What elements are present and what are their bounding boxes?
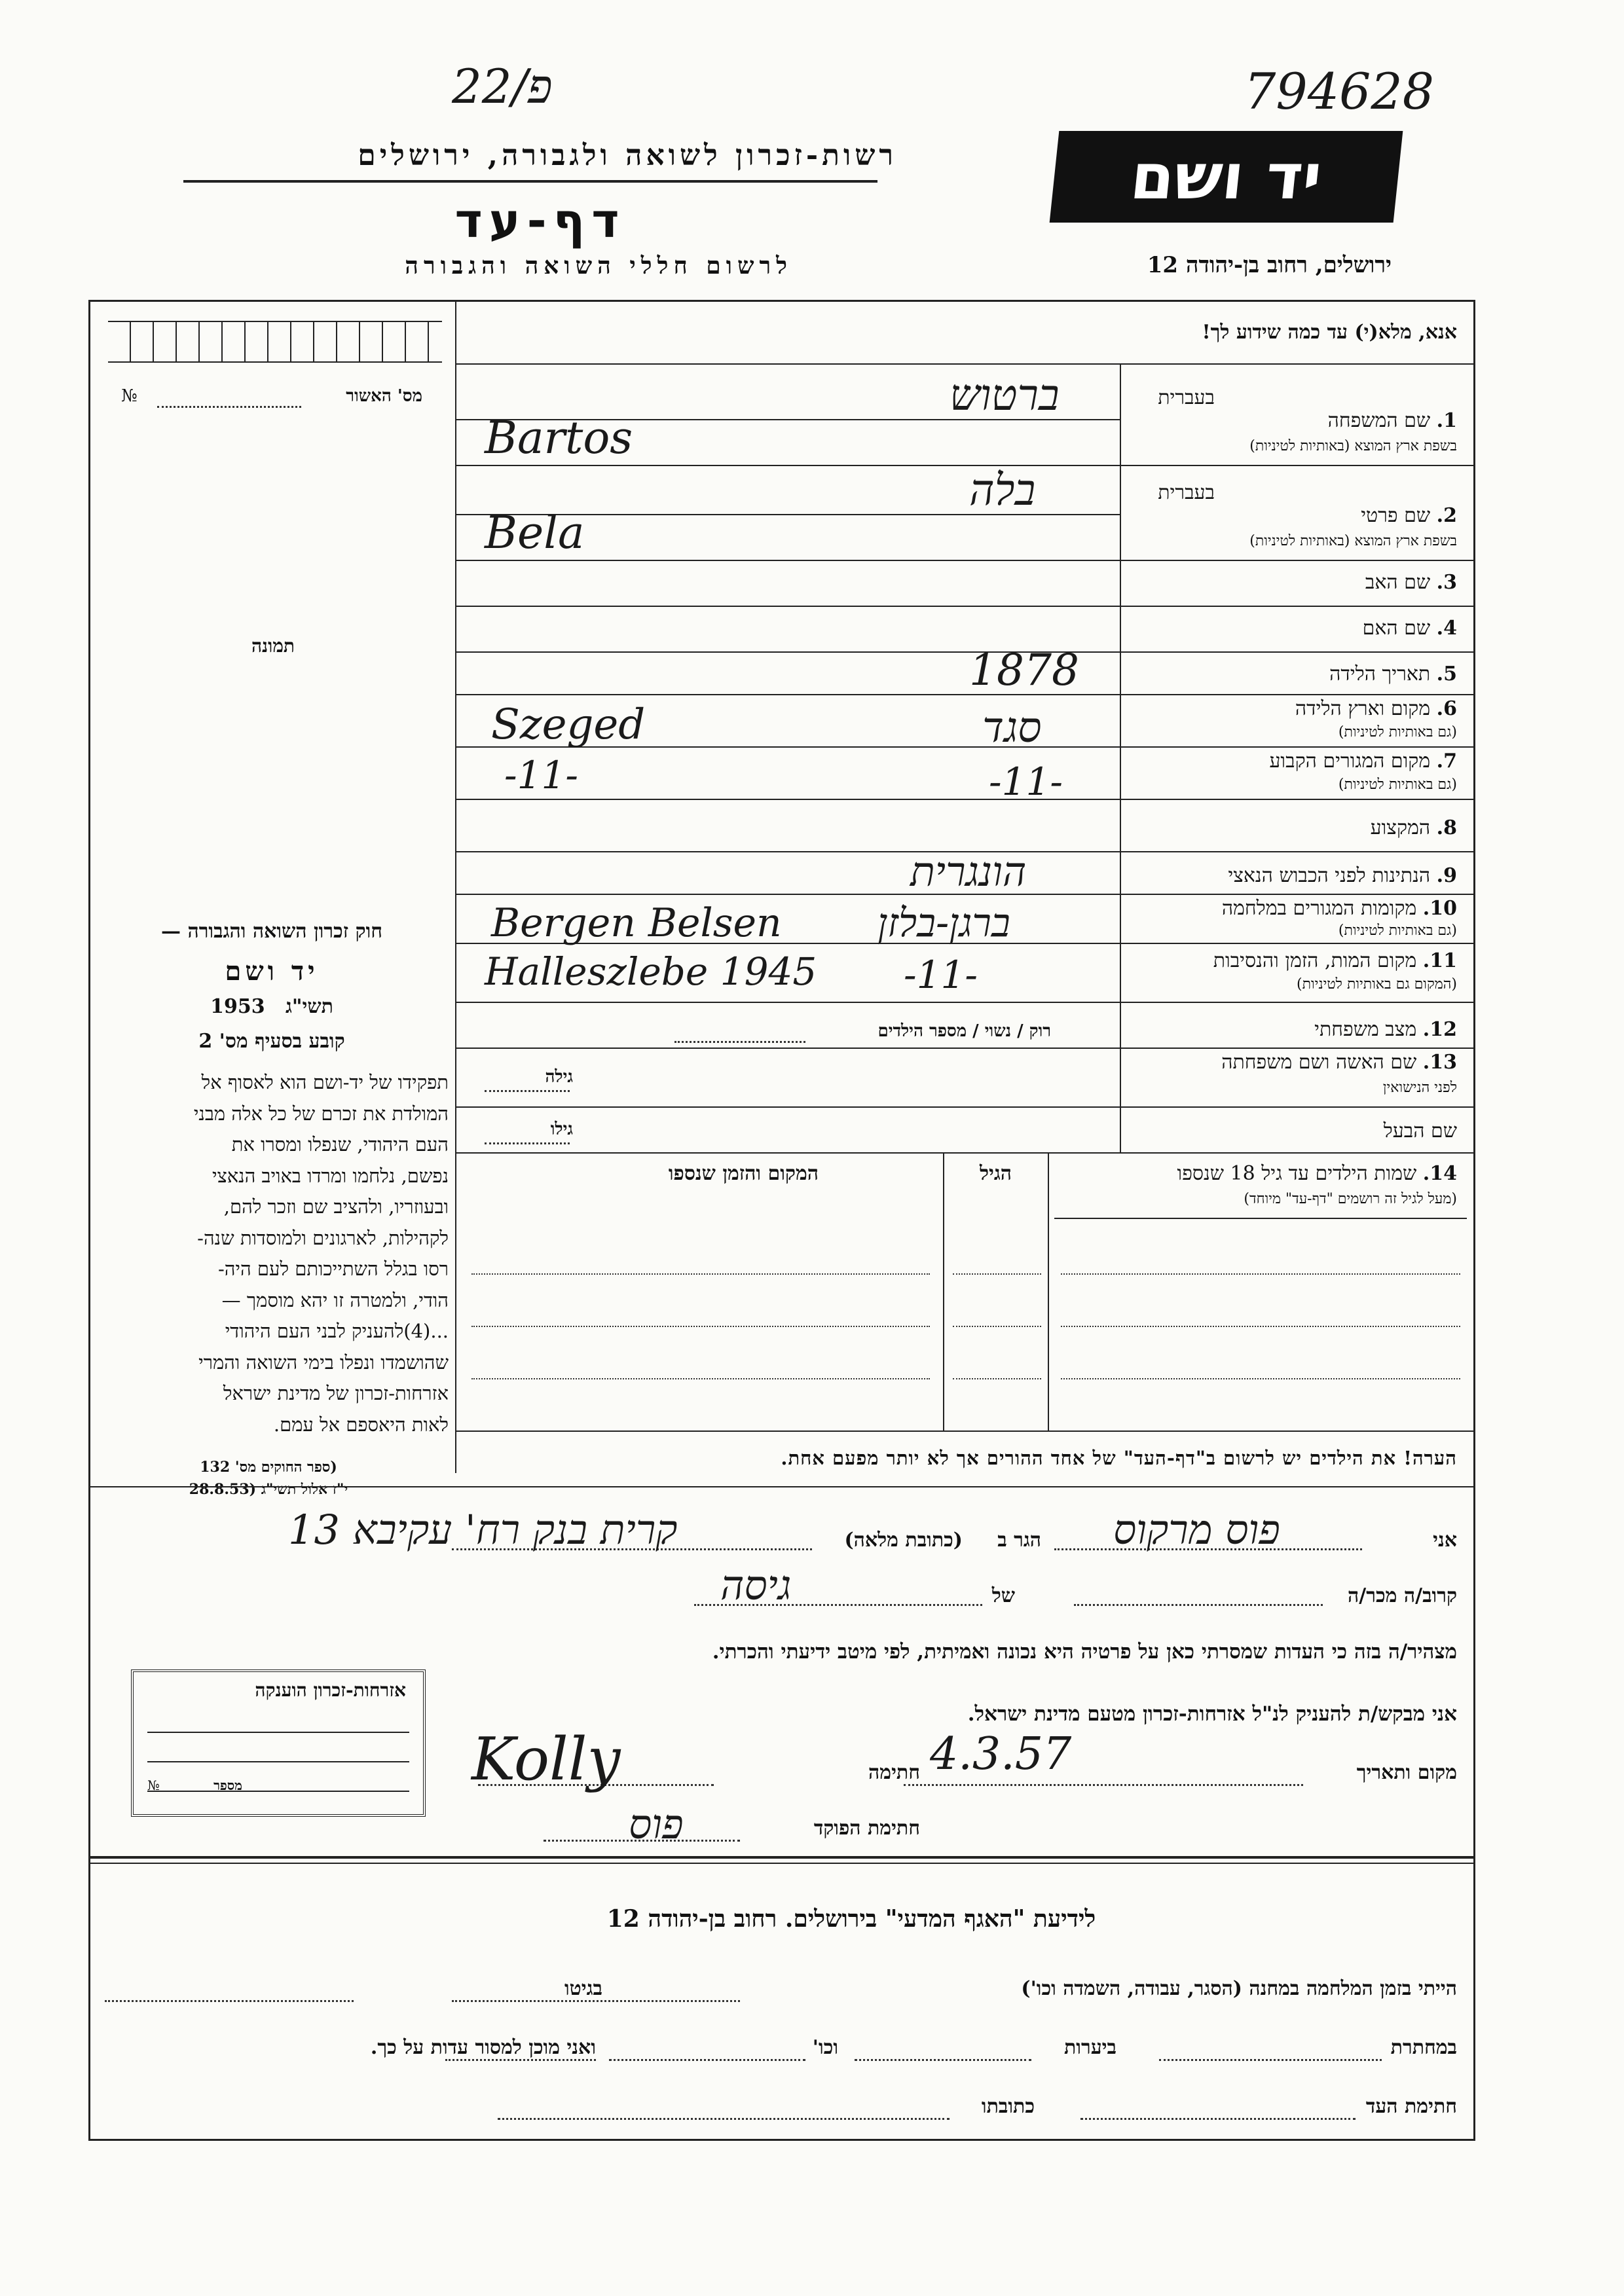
form-title: דף-עד xyxy=(454,193,626,248)
q13-text: שם האשה ושם משפחתה xyxy=(1221,1051,1417,1074)
law-reference-2: י"ז אלול תשי"ג (28.8.53 xyxy=(189,1481,348,1498)
declaration-statement: מצהיר/ה בזה כי העדות שמסרתי כאן על פרטיה היא נכונה ואמיתית, לפי מיטב ידיעתי והכרתי. xyxy=(712,1640,1457,1664)
children-place-header: המקום והזמן שנספו xyxy=(668,1162,819,1185)
q8-profession-label: 8. המקצוע xyxy=(1370,816,1457,839)
photo-label: תמונה xyxy=(251,635,295,657)
authority-name: רשות-זכרון לשואה ולגבורה, ירושלים xyxy=(358,139,897,172)
q12-family-status-label: 12. מצב משפחתי xyxy=(1314,1018,1457,1041)
q5-birth-date-label: 5. תאריך הלידה xyxy=(1329,663,1457,685)
husband-age-label: גילו xyxy=(550,1120,573,1139)
law-line: רסו בגלל השתייכותם לעם היה- xyxy=(217,1258,449,1280)
law-year-hebrew: תשי"ג xyxy=(285,995,333,1018)
q2-first-name-label: 2. שם פרטי xyxy=(1361,504,1457,527)
q14-sublabel: (מעל לגיל זה רושמים "דף-עד" מיוחד) xyxy=(1244,1191,1457,1207)
q11-text: מקום המות, הזמן והנסיבות xyxy=(1213,949,1417,972)
answer-nationality: הונגרית xyxy=(910,848,1027,896)
law-year: 1953 xyxy=(210,995,265,1018)
law-name: יד ושם xyxy=(225,956,319,987)
signature-label: חתימה xyxy=(868,1761,920,1784)
law-line: תפקידו של יד-ושם הוא לאסוף אל xyxy=(201,1071,449,1093)
q9-text: הנתינות לפני הכבוש הנאצי xyxy=(1228,864,1431,887)
q9-nationality-label: 9. הנתינות לפני הכבוש הנאצי xyxy=(1228,864,1457,887)
forests-label: ביערות xyxy=(1063,2036,1116,2059)
law-line: לאות היאספם אל עמם. xyxy=(273,1413,449,1436)
children-note: הערה! את הילדים יש לרשום ב"דף-העד" של אחד ההורים אך לא יותר מפעם אחת. xyxy=(781,1447,1457,1469)
handwritten-file-code: 22/פ xyxy=(452,59,553,114)
answer-death-place-latin: Halleszlebe 1945 xyxy=(485,949,817,994)
answer-officer-signature: פוס xyxy=(629,1800,684,1848)
law-title: חוק זכרון השואה והגבורה — xyxy=(161,920,382,943)
answer-signature: Kolly xyxy=(471,1725,621,1794)
officer-signature-label: חתימת הפוקד xyxy=(813,1817,920,1840)
q7-text: מקום המגורים הקבוע xyxy=(1269,750,1431,773)
answer-relation: גיסה xyxy=(720,1561,792,1609)
q7-sublabel: (גם באותיות לטיניות) xyxy=(1338,776,1457,793)
answer-war-places-latin: Bergen Belsen xyxy=(491,900,782,946)
answer-sign-date: 4.3.57 xyxy=(930,1728,1072,1780)
declaration-request: אני מבקש/ת להעניק לנ"ל אזרחות-זכרון מטעם מדינת ישראל. xyxy=(967,1702,1457,1726)
q4-mother-label: 4. שם האם xyxy=(1362,617,1457,640)
q13-sublabel: לפני הנישואין xyxy=(1382,1080,1457,1096)
q13-wife-label: 13. שם האשה ושם משפחתה xyxy=(1221,1051,1457,1074)
underground-label: במחתרת xyxy=(1390,2036,1457,2059)
answer-first-name-hebrew: בלה xyxy=(969,465,1036,515)
q11-sublabel: (המקום גם באותיות לטיניות) xyxy=(1297,976,1457,993)
q10-sublabel: (גם באותיות לטיניות) xyxy=(1338,922,1457,939)
logo-text: יד ושם xyxy=(1127,140,1325,213)
tick-boxes xyxy=(108,321,442,363)
lives-in-label: הגר ב xyxy=(997,1529,1041,1552)
ghetto-label: בגיטו xyxy=(564,1977,602,2000)
answer-residence-latin: -11- xyxy=(504,753,578,797)
q6-sublabel: (גם באותיות לטיניות) xyxy=(1338,724,1457,740)
yad-vashem-logo xyxy=(1050,131,1403,223)
form-instructions: אנא, מלא(י) עד כמה שידוע לך! xyxy=(1202,321,1457,344)
q12-options: רוק / נשוי / מספר הילדים xyxy=(877,1021,1051,1041)
q6-birth-place-label: 6. מקום וארץ הלידה xyxy=(1295,697,1457,720)
answer-family-name-hebrew: ברטוש xyxy=(950,370,1060,420)
q2-text: שם פרטי xyxy=(1361,504,1431,527)
full-address-label: (כתובת מלאה) xyxy=(844,1529,963,1552)
q10-war-places-label: 10. מקומות המגורים במלחמה xyxy=(1221,897,1457,920)
husband-label: שם הבעל xyxy=(1383,1120,1457,1142)
law-text xyxy=(98,1067,449,1440)
answer-death-place-hebrew: -11- xyxy=(904,953,978,997)
law-line: שהושמדו ונפלו בימי השואה והמרי xyxy=(198,1351,449,1374)
citizenship-number-sign: № xyxy=(147,1777,160,1793)
law-line: ...(4)להעניק לבני העם היהודי xyxy=(225,1320,449,1342)
law-line: המולדת את זכרם של כל אלה מבני xyxy=(193,1102,449,1125)
approval-label: מס' האשור xyxy=(346,386,422,406)
camp-statement: הייתי בזמן המלחמה במחנה (הסגר, עבודה, השמדה וכו') xyxy=(1021,1977,1457,2000)
declaration-i: אני xyxy=(1433,1529,1457,1552)
etc-label: וכו' xyxy=(812,2036,838,2059)
in-hebrew-label-2: בעברית xyxy=(1158,481,1215,504)
approval-number-sign: № xyxy=(121,386,138,406)
q14-text: שמות הילדים עד גיל 18 שנספו xyxy=(1177,1162,1417,1185)
wife-age-label: גילה xyxy=(545,1067,573,1087)
children-age-header: הגיל xyxy=(979,1162,1012,1185)
q4-text: שם האם xyxy=(1362,617,1431,640)
handwritten-record-number: 794628 xyxy=(1244,62,1435,120)
in-hebrew-label-1: בעברית xyxy=(1158,386,1215,409)
of-label: של xyxy=(991,1584,1015,1607)
answer-birth-date: 1878 xyxy=(969,645,1079,695)
answer-war-places-hebrew: ברגן-בלזן xyxy=(877,900,1010,946)
q10-text: מקומות המגורים במלחמה xyxy=(1221,897,1417,920)
law-line: אזרחות-זכרון של מדינת ישראל xyxy=(223,1382,449,1404)
law-line: העם היהודי, שנפלו ומסרו את xyxy=(231,1133,449,1156)
answer-informant-address: קרית בנק רח' עקיבא 13 xyxy=(288,1506,678,1554)
witness-address-label: כתובתו xyxy=(981,2095,1035,2118)
q2-sublabel: בשפת ארץ המוצא (באותיות לטיניות) xyxy=(1249,533,1457,549)
answer-informant-name: פוס מרקוס xyxy=(1113,1506,1280,1554)
law-line: לקהילות, לארגונים ולמוסדות שנה- xyxy=(197,1226,449,1249)
address: ירושלים, רחוב בן-יהודה 12 xyxy=(1147,252,1392,278)
answer-residence-hebrew: -11- xyxy=(989,759,1063,804)
law-year-line xyxy=(98,995,445,1018)
answer-birth-place-latin: Szeged xyxy=(491,701,646,749)
ready-to-testify: ואני מוכן למסור עדות על כך. xyxy=(370,2036,596,2059)
q3-text: שם האב xyxy=(1365,571,1431,594)
q5-text: תאריך הלידה xyxy=(1329,663,1431,685)
place-date-label: מקום ותאריך xyxy=(1356,1761,1457,1784)
law-line: נפשם, נלחמו ומרדו באויב הנאצי xyxy=(212,1164,449,1187)
q8-text: המקצוע xyxy=(1370,816,1431,839)
relative-label: קרוב/ה מכר/ה xyxy=(1348,1584,1457,1607)
answer-birth-place-hebrew: סגד xyxy=(982,704,1042,752)
law-line: ובעוזריו, ולהציב שם וזכר להם, xyxy=(223,1195,449,1218)
science-dept-notice: לידיעת "האגף המדעי" בירושלים. רחוב בן-יהודה 12 xyxy=(606,1905,1096,1933)
law-reference-1: (ספר החוקים מס' 132 xyxy=(200,1459,337,1476)
law-clause: קובע בסעיף מס' 2 xyxy=(198,1030,345,1053)
q1-family-name-label: 1. שם המשפחה xyxy=(1327,409,1457,432)
witness-signature-label: חתימת העד xyxy=(1365,2095,1457,2118)
q7-residence-label: 7. מקום המגורים הקבוע xyxy=(1269,750,1457,773)
q14-children-label: 14. שמות הילדים עד גיל 18 שנספו xyxy=(1177,1162,1457,1185)
law-line: הודי, ולמטרה זו יהא מוסמך — xyxy=(221,1288,449,1311)
q1-sublabel: בשפת ארץ המוצא (באותיות לטיניות) xyxy=(1249,438,1457,454)
form-subtitle: לרשום חללי השואה והגבורה xyxy=(405,252,792,280)
q3-father-label: 3. שם האב xyxy=(1365,571,1457,594)
answer-first-name-latin: Bela xyxy=(485,507,585,559)
q6-text: מקום וארץ הלידה xyxy=(1295,697,1431,720)
answer-family-name-latin: Bartos xyxy=(485,412,633,464)
citizenship-number-label: מספר xyxy=(213,1777,242,1793)
q1-text: שם המשפחה xyxy=(1327,409,1431,432)
q12-text: מצב משפחתי xyxy=(1314,1018,1417,1041)
citizenship-title: אזרחות-זכרון הוענקה xyxy=(255,1679,406,1701)
q11-death-label: 11. מקום המות, הזמן והנסיבות xyxy=(1213,949,1457,972)
